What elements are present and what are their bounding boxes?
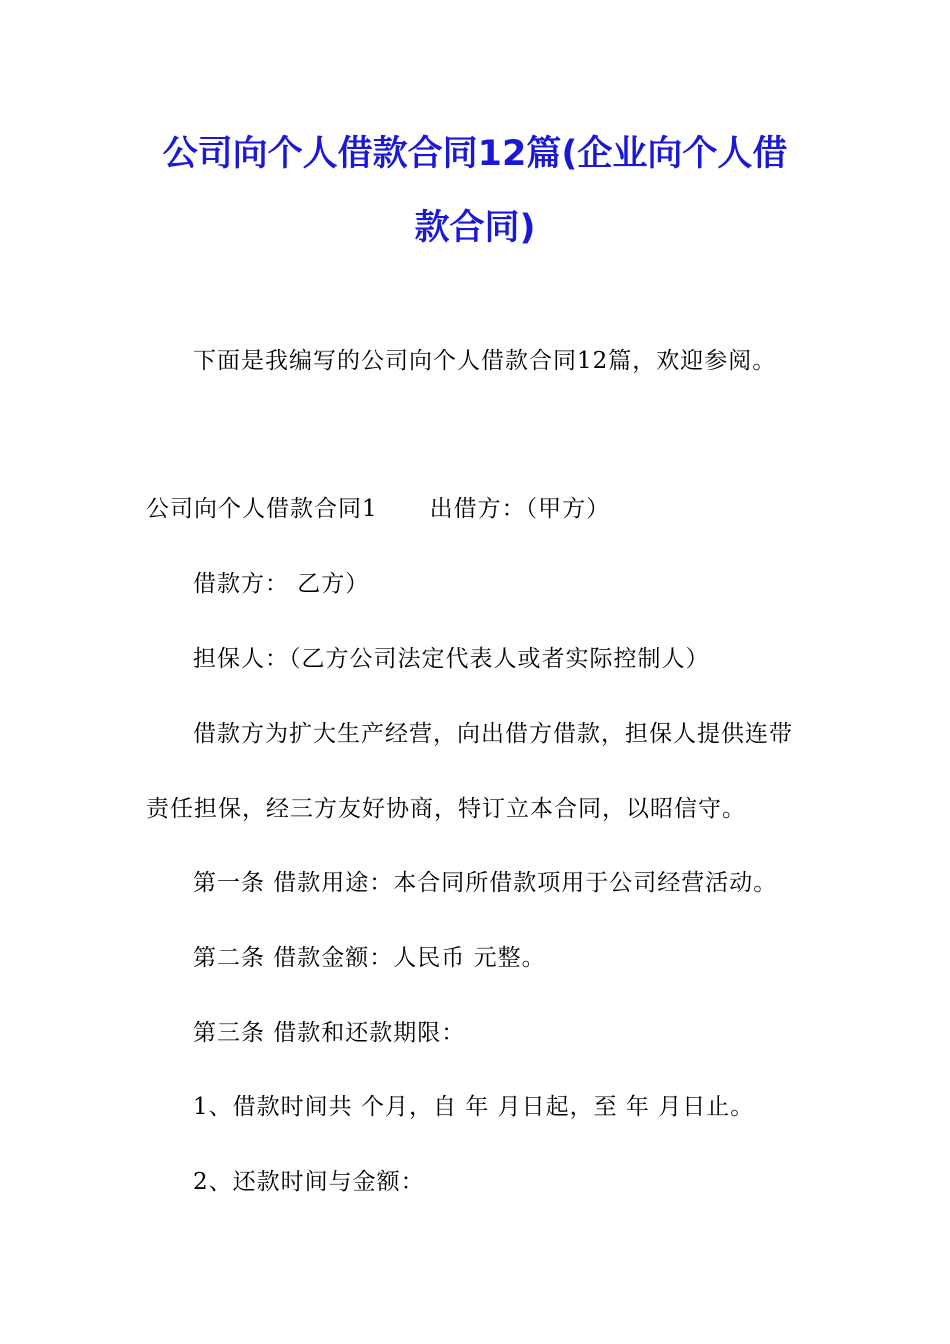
article-3: 第三条 借款和还款期限： (193, 1020, 466, 1046)
article-2: 第二条 借款金额：人民币 元整。 (193, 945, 546, 971)
article-1: 第一条 借款用途：本合同所借款项用于公司经营活动。 (193, 870, 778, 896)
document-title-line-1: 公司向个人借款合同12篇(企业向个人借 (162, 134, 788, 174)
document-title-line-2: 款合同) (414, 208, 536, 248)
preamble-line-1: 借款方为扩大生产经营，向出借方借款，担保人提供连带 (193, 721, 793, 747)
contract-heading: 公司向个人借款合同1 (146, 496, 378, 522)
article-3-item-1: 1、借款时间共 个月，自 年 月日起，至 年 月日止。 (193, 1094, 755, 1120)
lender-line: 出借方：（甲方） (429, 496, 611, 522)
intro-paragraph: 下面是我编写的公司向个人借款合同12篇，欢迎参阅。 (193, 348, 777, 374)
guarantor-line: 担保人：（乙方公司法定代表人或者实际控制人） (193, 646, 710, 672)
preamble-line-2: 责任担保，经三方友好协商，特订立本合同，以昭信守。 (146, 796, 746, 822)
contract-heading-row (146, 494, 610, 524)
article-3-item-2: 2、还款时间与金额： (193, 1169, 425, 1195)
borrower-line: 借款方： 乙方） (193, 571, 370, 597)
